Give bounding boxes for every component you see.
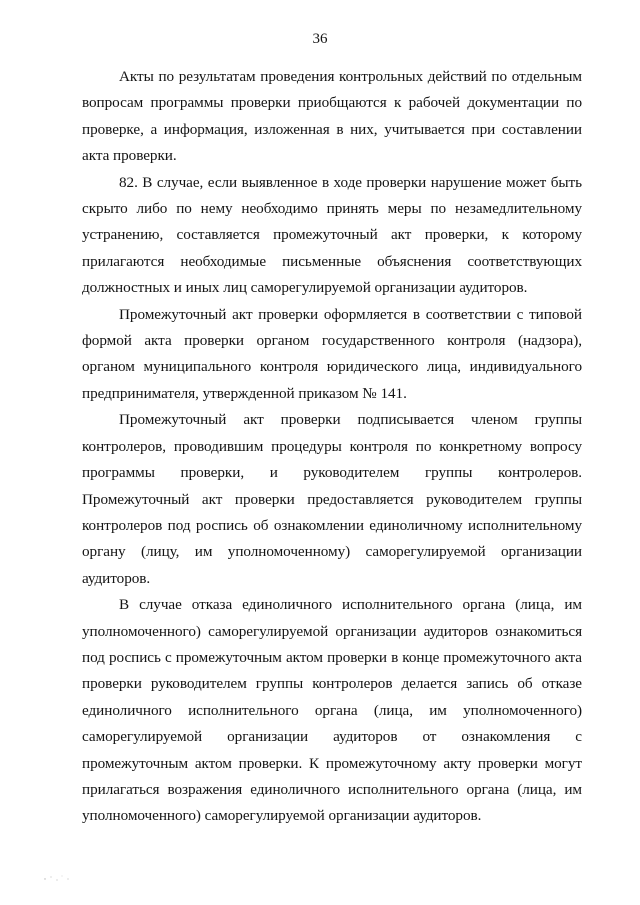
paragraph-refusal-to-acknowledge: В случае отказа единоличного исполнительного органа (лица, им уполномоченного) саморегулируемой организации аудиторов ознакомиться под роспись с промежуточным актом проверки в конце промежуточного акта проверки руководителем группы контролеров делается запись об отказе единоличного исполнительного органа (лица, им уполномоченного) саморегулируемой организации аудиторов от ознакомления с промежуточным актом проверки. К промежуточному акту проверки могут прилагаться возражения единоличного исполнительного органа (лица, им уполномоченного) саморегулируемой организации аудиторов.: [82, 596, 582, 825]
paragraph-82-interim-act: 82. В случае, если выявленное в ходе проверки нарушение может быть скрыто либо по нему необходимо принять меры по незамедлительному устранению, составляется промежуточный акт проверки, к которому прилагаются необходимые письменные объяснения соответствующих должностных и иных лиц саморегулируемой организации аудиторов.: [82, 173, 582, 297]
scan-speck-mark: [42, 874, 72, 882]
body-text: [82, 64, 582, 830]
page-number: 36: [312, 31, 328, 47]
paragraph-interim-act-signing: Промежуточный акт проверки подписывается членом группы контролеров, проводившим процедуры контроля по конкретному вопросу программы проверки, и руководителем группы контролеров. Промежуточный акт проверки предоставляется руководителем группы контролеров под роспись об ознакомлении единоличному исполнительному органу (лицу, им уполномоченному) саморегулируемой организации аудиторов.: [82, 411, 582, 587]
paragraph-interim-act-form: Промежуточный акт проверки оформляется в соответствии с типовой формой акта проверки органом государственного контроля (надзора), органом муниципального контроля юридического лица, индивидуального предпринимателя, утвержденной приказом № 141.: [82, 305, 582, 402]
paragraph-acts-results: Акты по результатам проведения контрольных действий по отдельным вопросам программы проверки приобщаются к рабочей документации по проверке, а информация, изложенная в них, учитывается при составлении акта проверки.: [82, 68, 582, 165]
